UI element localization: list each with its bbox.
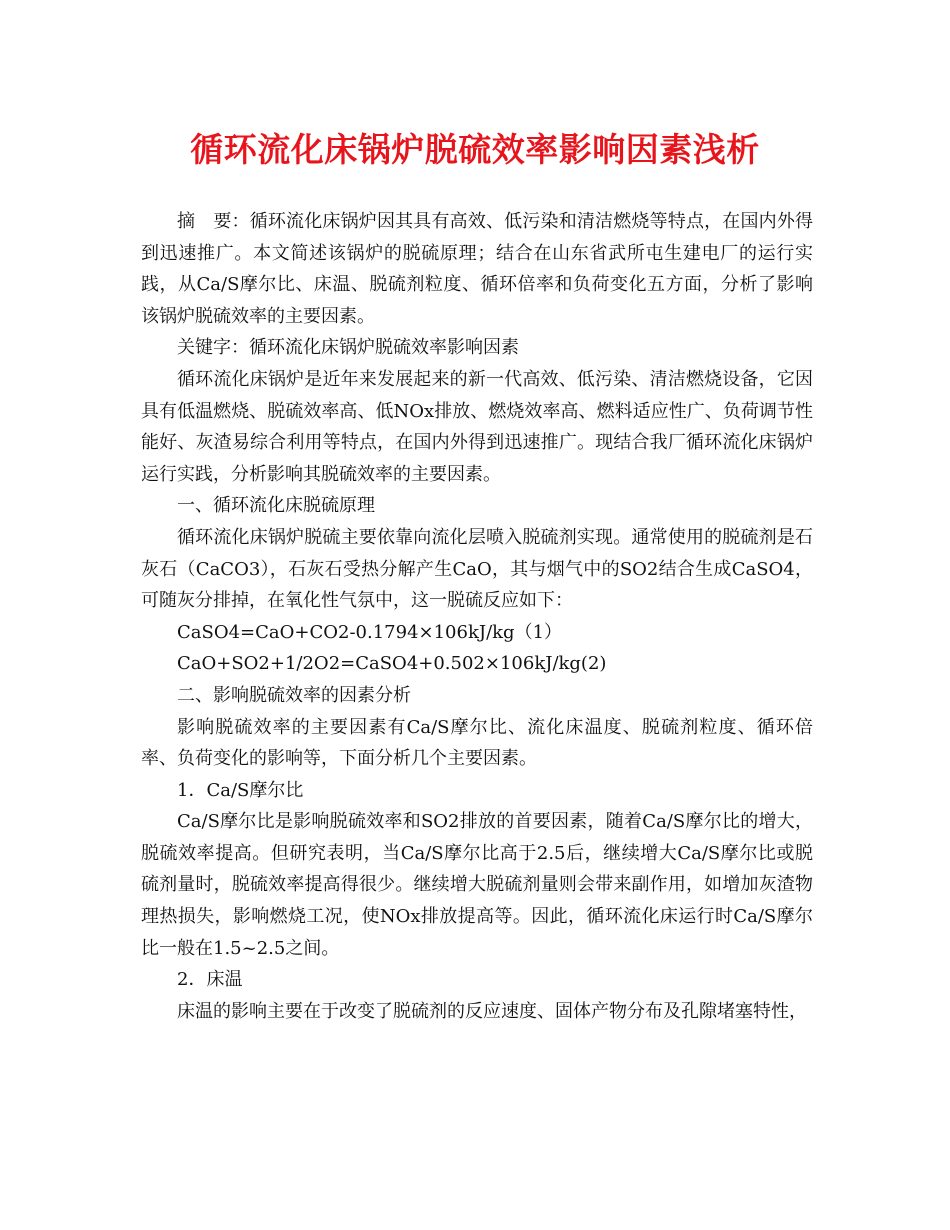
subsection-heading-2: 2．床温 bbox=[177, 969, 243, 991]
intro-paragraph: 循环流化床锅炉是近年来发展起来的新一代高效、低污染、清洁燃烧设备，它因具有低温燃烧、脱硫效率高、低NOx排放、燃烧效率高、燃料适应性广、负荷调节性能好、灰渣易综合利用等特点，在国内外得到迅速推广。现结合我厂循环流化床锅炉运行实践，分析影响其脱硫效率的主要因素。 bbox=[141, 368, 813, 485]
section-heading-2: 二、影响脱硫效率的因素分析 bbox=[177, 684, 411, 706]
equation-1: CaSO4=CaO+CO2-0.1794×106kJ/kg（1） bbox=[177, 621, 563, 643]
ca-s-ratio-paragraph: Ca/S摩尔比是影响脱硫效率和SO2排放的首要因素，随着Ca/S摩尔比的增大，脱硫效率提高。但研究表明，当Ca/S摩尔比高于2.5后，继续增大Ca/S摩尔比或脱硫剂量时，脱硫效率提高得很少。继续增大脱硫剂量则会带来副作用，如增加灰渣物理热损失，影响燃烧工况，使NOx排放提高等。因此，循环流化床运行时Ca/S摩尔比一般在1.5~2.5之间。 bbox=[141, 811, 813, 959]
factors-paragraph: 影响脱硫效率的主要因素有Ca/S摩尔比、流化床温度、脱硫剂粒度、循环倍率、负荷变化的影响等，下面分析几个主要因素。 bbox=[141, 716, 813, 770]
principle-paragraph: 循环流化床锅炉脱硫主要依靠向流化层喷入脱硫剂实现。通常使用的脱硫剂是石灰石（CaCO3），石灰石受热分解产生CaO，其与烟气中的SO2结合生成CaSO4，可随灰分排掉，在氧化性气氛中，这一脱硫反应如下： bbox=[141, 526, 813, 612]
subsection-heading-1: 1．Ca/S摩尔比 bbox=[177, 779, 304, 801]
section-heading-1: 一、循环流化床脱硫原理 bbox=[177, 495, 375, 517]
document-title: 循环流化床锅炉脱硫效率影响因素浅析 bbox=[190, 130, 760, 169]
bed-temperature-paragraph: 床温的影响主要在于改变了脱硫剂的反应速度、固体产物分布及孔隙堵塞特性， bbox=[177, 1000, 807, 1022]
document-body bbox=[141, 206, 813, 1027]
abstract-paragraph: 摘 要：循环流化床锅炉因其具有高效、低污染和清洁燃烧等特点，在国内外得到迅速推广。本文简述该锅炉的脱硫原理；结合在山东省武所屯生建电厂的运行实践，从Ca/S摩尔比、床温、脱硫剂粒度、循环倍率和负荷变化五方面，分析了影响该锅炉脱硫效率的主要因素。 bbox=[141, 211, 813, 327]
keywords-paragraph: 关键字：循环流化床锅炉脱硫效率影响因素 bbox=[177, 337, 519, 359]
equation-2: CaO+SO2+1/2O2=CaSO4+0.502×106kJ/kg(2) bbox=[177, 653, 607, 675]
